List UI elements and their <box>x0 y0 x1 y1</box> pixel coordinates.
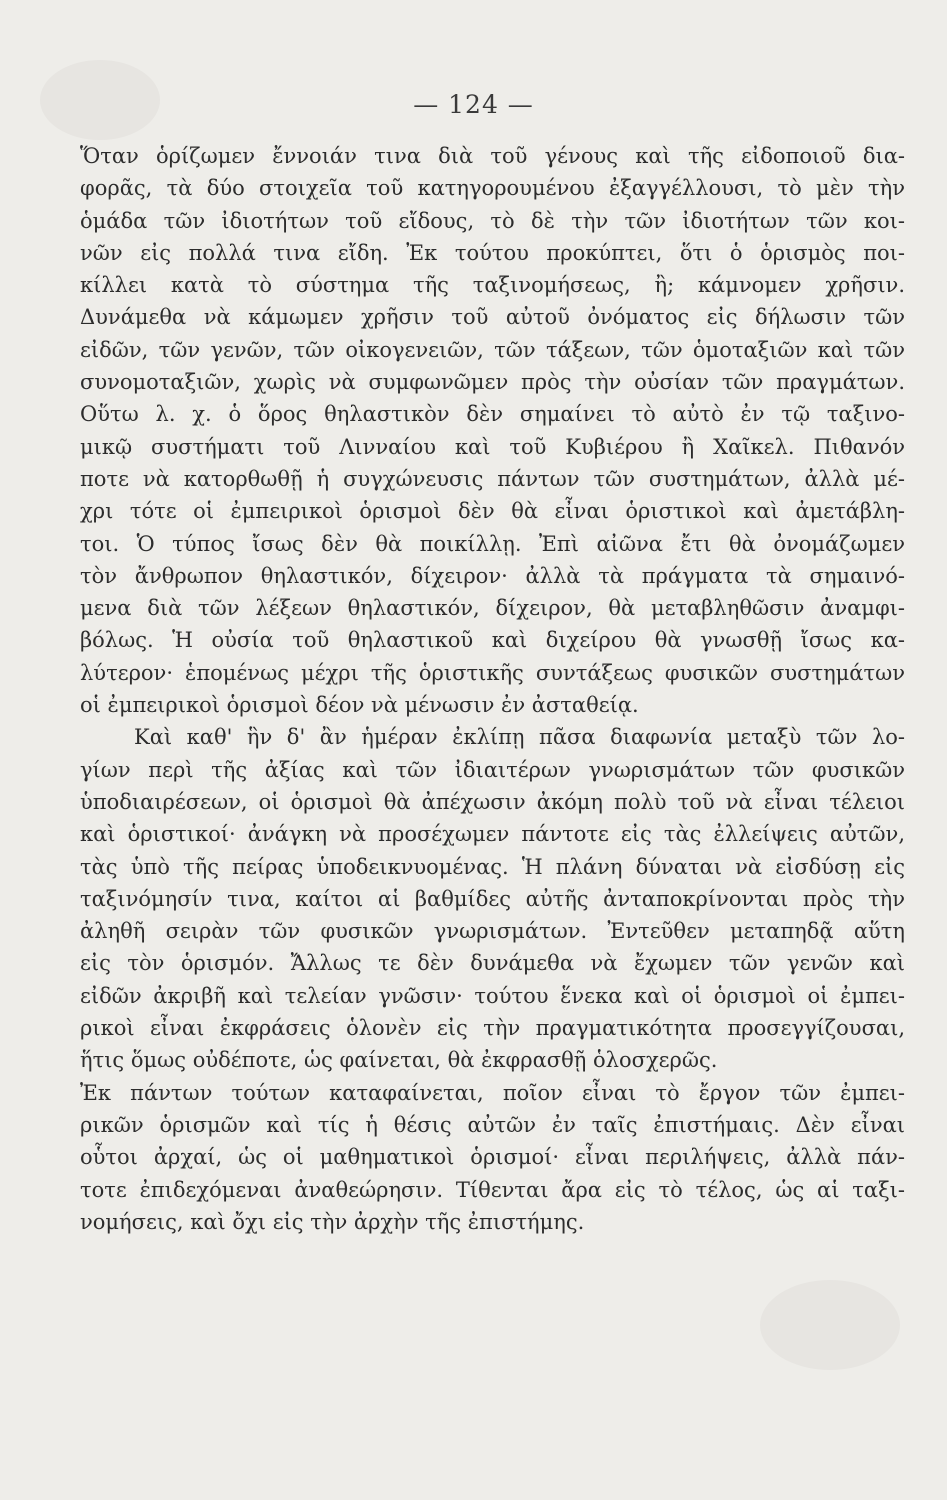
text-line: Δυνάμεθα νὰ κάμωμεν χρῆσιν τοῦ αὐτοῦ ὀνόματος εἰς δήλωσιν τῶν <box>80 305 905 330</box>
text-line: βόλως. Ἡ οὐσία τοῦ θηλαστικοῦ καὶ διχείρου θὰ γνωσθῇ ἴσως κα- <box>80 628 905 653</box>
text-line: εἰς τὸν ὁρισμόν. Ἄλλως τε δὲν δυνάμεθα νὰ ἔχωμεν τῶν γενῶν καὶ <box>80 951 905 976</box>
text-line: τὸν ἄνθρωπον θηλαστικόν, δίχειρον· ἀλλὰ τὰ πράγματα τὰ σημαινό- <box>80 563 905 588</box>
text-line: οὗτοι ἀρχαί, ὡς οἱ μαθηματικοὶ ὁρισμοί· εἶναι περιλήψεις, ἀλλὰ πάν- <box>80 1145 905 1170</box>
text-line: λύτερον· ἑπομένως μέχρι τῆς ὁριστικῆς συντάξεως φυσικῶν συστημάτων <box>80 660 905 685</box>
text-line: μενα διὰ τῶν λέξεων θηλαστικόν, δίχειρον, θὰ μεταβληθῶσιν ἀναμφι- <box>80 596 905 621</box>
text-line: μικῷ συστήματι τοῦ Λινναίου καὶ τοῦ Κυβιέρου ἢ Χαῖκελ. Πιθανόν <box>80 434 905 459</box>
text-line: νῶν εἰς πολλά τινα εἴδη. Ἐκ τούτου προκύπτει, ὅτι ὁ ὁρισμὸς ποι- <box>80 240 905 265</box>
paragraph <box>80 721 905 1238</box>
text-line: συνομοταξιῶν, χωρὶς νὰ συμφωνῶμεν πρὸς τὴν οὐσίαν τῶν πραγμάτων. <box>80 370 905 395</box>
text-line: χρι τότε οἱ ἐμπειρικοὶ ὁρισμοὶ δὲν θὰ εἶναι ὁριστικοὶ καὶ ἀμετάβλη- <box>80 499 905 524</box>
text-line: ἥτις ὅμως οὐδέποτε, ὡς φαίνεται, θὰ ἐκφρασθῇ ὁλοσχερῶς. <box>80 1048 718 1073</box>
body-text <box>80 140 905 1238</box>
text-line: γίων περὶ τῆς ἀξίας καὶ τῶν ἰδιαιτέρων γνωρισμάτων τῶν φυσικῶν <box>80 757 905 782</box>
text-line: εἰδῶν, τῶν γενῶν, τῶν οἰκογενειῶν, τῶν τάξεων, τῶν ὁμοταξιῶν καὶ τῶν <box>80 337 905 362</box>
text-line: ὑποδιαιρέσεων, οἱ ὁρισμοὶ θὰ ἀπέχωσιν ἀκόμη πολὺ τοῦ νὰ εἶναι τέλειοι <box>80 789 905 814</box>
text-line: ταξινόμησίν τινα, καίτοι αἱ βαθμίδες αὐτῆς ἀνταποκρίνονται πρὸς τὴν <box>80 886 905 911</box>
text-line: Ἐκ πάντων τούτων καταφαίνεται, ποῖον εἶναι τὸ ἔργον τῶν ἐμπει- <box>80 1080 905 1105</box>
text-line: νομήσεις, καὶ ὄχι εἰς τὴν ἀρχὴν τῆς ἐπιστήμης. <box>80 1209 585 1234</box>
text-line: Καὶ καθ' ἣν δ' ἂν ἡμέραν ἐκλίπῃ πᾶσα διαφωνία μεταξὺ τῶν λο- <box>134 725 905 750</box>
text-line: Ὅταν ὁρίζωμεν ἔννοιάν τινα διὰ τοῦ γένους καὶ τῆς εἰδοποιοῦ δια- <box>80 144 905 168</box>
text-line: τοτε ἐπιδεχόμεναι ἀναθεώρησιν. Τίθενται ἄρα εἰς τὸ τέλος, ὡς αἱ ταξι- <box>80 1177 905 1202</box>
text-line: ἀληθῆ σειρὰν τῶν φυσικῶν γνωρισμάτων. Ἐντεῦθεν μεταπηδᾷ αὕτη <box>80 919 905 944</box>
text-line: τοι. Ὁ τύπος ἴσως δὲν θὰ ποικίλλῃ. Ἐπὶ αἰῶνα ἔτι θὰ ὀνομάζωμεν <box>80 531 905 556</box>
text-line: τὰς ὑπὸ τῆς πείρας ὑποδεικνυομένας. Ἡ πλάνη δύναται νὰ εἰσδύσῃ εἰς <box>80 854 905 879</box>
text-line: ποτε νὰ κατορθωθῇ ἡ συγχώνευσις πάντων τῶν συστημάτων, ἀλλὰ μέ- <box>80 466 905 491</box>
paragraph <box>80 140 905 721</box>
text-line: ρικοὶ εἶναι ἐκφράσεις ὁλονὲν εἰς τὴν πραγματικότητα προσεγγίζουσαι, <box>80 1016 905 1041</box>
text-line: εἰδῶν ἀκριβῆ καὶ τελείαν γνῶσιν· τούτου ἕνεκα καὶ οἱ ὁρισμοὶ οἱ ἐμπει- <box>80 983 905 1008</box>
text-line: κίλλει κατὰ τὸ σύστημα τῆς ταξινομήσεως, ἢ; κάμνομεν χρῆσιν. <box>80 273 905 298</box>
page-number: — 124 — <box>413 90 534 119</box>
paper-stain <box>760 1280 900 1370</box>
text-line: οἱ ἐμπειρικοὶ ὁρισμοὶ δέον νὰ μένωσιν ἐν ἀσταθείᾳ. <box>80 693 639 718</box>
text-line: Οὕτω λ. χ. ὁ ὅρος θηλαστικὸν δὲν σημαίνει τὸ αὐτὸ ἐν τῷ ταξινο- <box>80 402 905 427</box>
text-line: ρικῶν ὁρισμῶν καὶ τίς ἡ θέσις αὐτῶν ἐν ταῖς ἐπιστήμαις. Δὲν εἶναι <box>80 1112 905 1137</box>
text-line: ὁμάδα τῶν ἰδιοτήτων τοῦ εἴδους, τὸ δὲ τὴν τῶν ἰδιοτήτων τῶν κοι- <box>80 208 905 233</box>
text-line: φορᾶς, τὰ δύο στοιχεῖα τοῦ κατηγορουμένου ἐξαγγέλλουσι, τὸ μὲν τὴν <box>80 176 905 201</box>
text-line: καὶ ὁριστικοί· ἀνάγκη νὰ προσέχωμεν πάντοτε εἰς τὰς ἐλλείψεις αὐτῶν, <box>80 822 905 847</box>
